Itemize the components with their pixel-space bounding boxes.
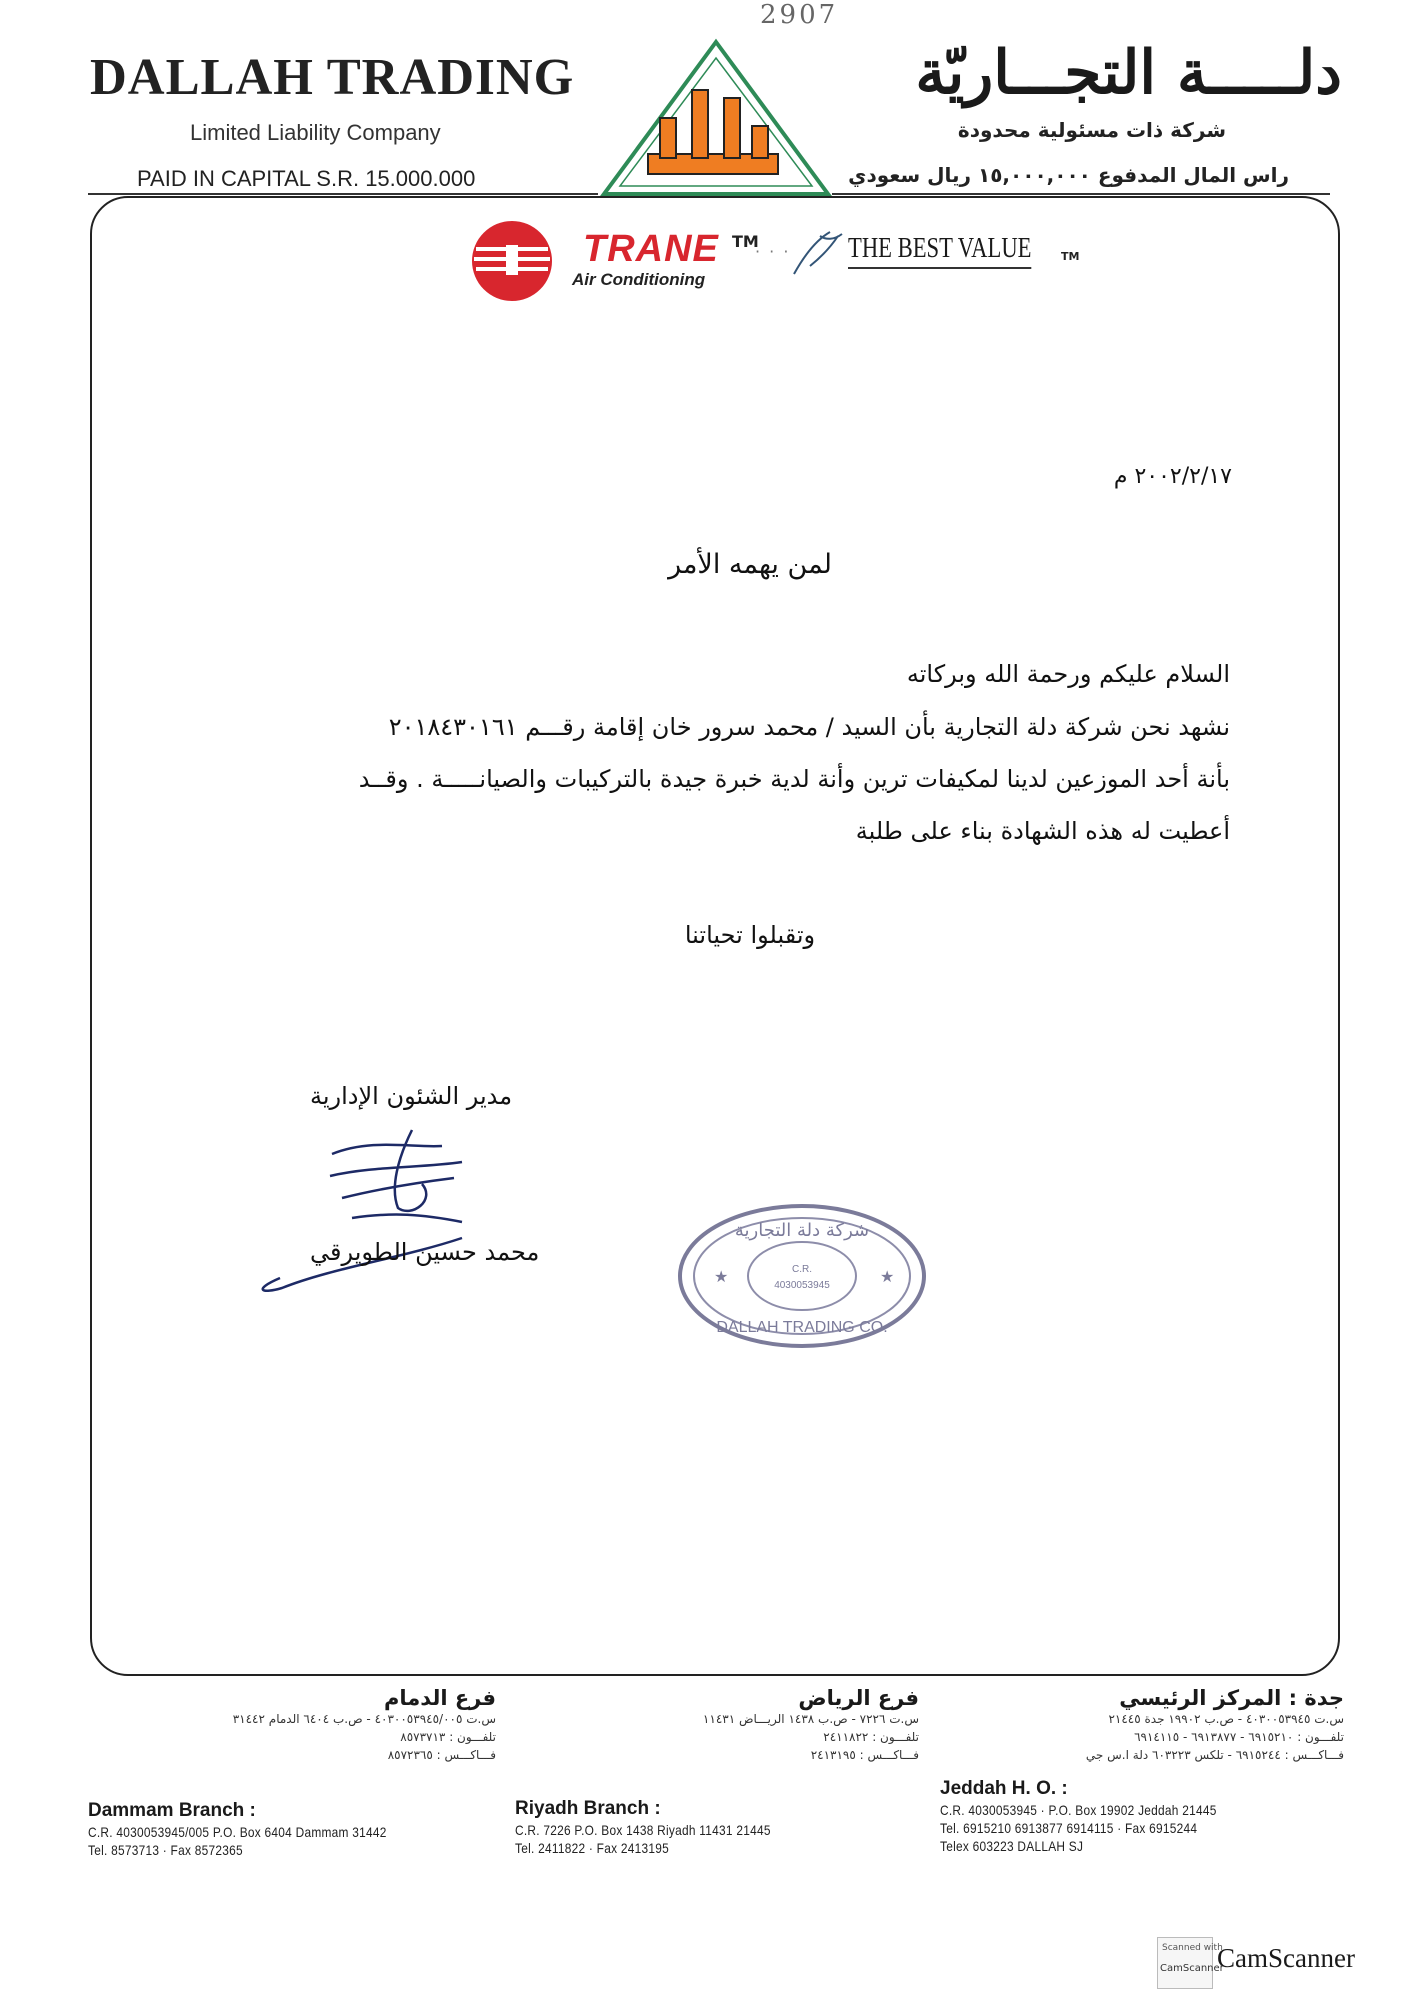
dallah-logo-icon [600, 38, 832, 200]
signatory-title: مدير الشئون الإدارية [310, 1082, 513, 1110]
company-name-english: DALLAH TRADING [90, 49, 575, 106]
letter-subject: لمن يهمه الأمر [668, 549, 832, 580]
trane-circle-logo-icon [470, 219, 554, 303]
footer-riyadh-title-arabic: فرع الرياض [798, 1686, 919, 1710]
svg-text:شركة دلة التجارية: شركة دلة التجارية [734, 1220, 870, 1241]
letter-date: ٢٠٠٢/٢/١٧ م [1113, 464, 1232, 489]
footer-riyadh-line-2-arabic: تلفـــون : ٢٤١١٨٢٢ [823, 1730, 919, 1744]
svg-text:★: ★ [714, 1267, 729, 1286]
company-type-arabic: شركة ذات مسئولية محدودة [957, 118, 1226, 142]
trane-trademark: TM [732, 232, 759, 251]
camscanner-watermark: CamScanner [1217, 1943, 1355, 1973]
footer-riyadh-line-3-arabic: فـــاكـــس : ٢٤١٣١٩٥ [810, 1748, 919, 1762]
company-type-english: Limited Liability Company [190, 120, 441, 145]
footer-dammam-line-1: C.R. 4030053945/005 P.O. Box 6404 Dammam 31442 [88, 1824, 387, 1840]
camscanner-badge-text-1: Scanned with [1162, 1943, 1223, 1953]
signatory-name: محمد حسين الطويرقي [310, 1238, 540, 1266]
footer-jeddah-line-3-arabic: فـــاكـــس : ٦٩١٥٢٤٤ - تلكس ٦٠٣٢٢٣ دلة ا.س جي [1085, 1748, 1344, 1762]
footer-dammam-line-3-arabic: فـــاكـــس : ٨٥٧٢٣٦٥ [387, 1748, 496, 1762]
dotted-leader: · · · [755, 242, 791, 261]
footer-jeddah-title-arabic: جدة : المركز الرئيسي [1119, 1686, 1344, 1710]
letter-greeting: السلام عليكم ورحمة الله وبركاته [906, 660, 1230, 688]
svg-text:4030053945: 4030053945 [774, 1280, 830, 1291]
trane-wordmark: TRANE [583, 228, 719, 270]
footer-jeddah-line-1-arabic: س.ت ٤٠٣٠٠٥٣٩٤٥ - ص.ب ١٩٩٠٢ جدة ٢١٤٤٥ [1108, 1712, 1344, 1726]
footer-riyadh-title: Riyadh Branch : [515, 1798, 661, 1819]
svg-text:★: ★ [880, 1267, 895, 1286]
handwritten-signature [222, 1118, 502, 1298]
footer-jeddah-line-3: Telex 603223 DALLAH SJ [940, 1838, 1084, 1854]
footer-dammam-line-1-arabic: س.ت ٤٠٣٠٠٥٣٩٤٥/٠٠٥ - ص.ب ٦٤٠٤ الدمام ٣١٤٤٢ [232, 1712, 496, 1726]
footer-jeddah-line-2: Tel. 6915210 6913877 6914115 · Fax 6915244 [940, 1820, 1198, 1836]
trane-subtitle: Air Conditioning [572, 270, 706, 289]
paid-capital-english: PAID IN CAPITAL S.R. 15.000.000 [137, 166, 476, 191]
svg-text:DALLAH TRADING CO.: DALLAH TRADING CO. [716, 1319, 888, 1336]
company-stamp-seal [674, 1200, 930, 1352]
letter-body-line-1: نشهد نحن شركة دلة التجارية بأن السيد / محمد سرور خان إقامة رقـــم ٢٠١٨٤٣٠١٦١ [388, 713, 1230, 741]
footer-jeddah-title: Jeddah H. O. : [940, 1778, 1068, 1799]
best-value-tagline: THE BEST VALUE [848, 232, 1031, 269]
paid-capital-arabic: راس المال المدفوع ١٥,٠٠٠,٠٠٠ ريال سعودي [848, 163, 1289, 187]
footer-riyadh-line-1: C.R. 7226 P.O. Box 1438 Riyadh 11431 21445 [515, 1822, 771, 1838]
letter-closing: وتقبلوا تحياتنا [684, 921, 816, 949]
footer-jeddah-line-2-arabic: تلفـــون : ٦٩١٥٢١٠ - ٦٩١٣٨٧٧ - ٦٩١٤١١٥ [1134, 1730, 1344, 1744]
footer-dammam-line-2: Tel. 8573713 · Fax 8572365 [88, 1842, 243, 1858]
footer-jeddah-line-1: C.R. 4030053945 · P.O. Box 19902 Jeddah 21445 [940, 1802, 1217, 1818]
svg-text:C.R.: C.R. [792, 1264, 812, 1275]
best-value-trademark: TM [1061, 250, 1080, 263]
footer-dammam-title: Dammam Branch : [88, 1800, 256, 1821]
company-name-arabic: دلـــــة التجـــاريّة [915, 38, 1342, 108]
tagline-swoosh-icon [790, 226, 846, 280]
camscanner-badge-text-2: CamScanner [1160, 1963, 1224, 1974]
footer-riyadh-line-1-arabic: س.ت ٧٢٢٦ - ص.ب ١٤٣٨ الريـــاض ١١٤٣١ [702, 1712, 919, 1726]
letter-body-line-3: أعطيت له هذه الشهادة بناء على طلبة [855, 817, 1230, 845]
footer-dammam-title-arabic: فرع الدمام [384, 1686, 496, 1710]
footer-dammam-line-2-arabic: تلفـــون : ٨٥٧٣٧١٣ [400, 1730, 496, 1744]
handwritten-reference-number: 2907 [760, 0, 839, 30]
header-rule-left [88, 193, 598, 195]
header-rule-right [832, 193, 1330, 195]
footer-riyadh-line-2: Tel. 2411822 · Fax 2413195 [515, 1840, 669, 1856]
letter-body-line-2: بأنة أحد الموزعين لدينا لمكيفات ترين وأنة لدية خبرة جيدة بالتركيبات والصيانـــــة . وقــد [358, 765, 1230, 793]
